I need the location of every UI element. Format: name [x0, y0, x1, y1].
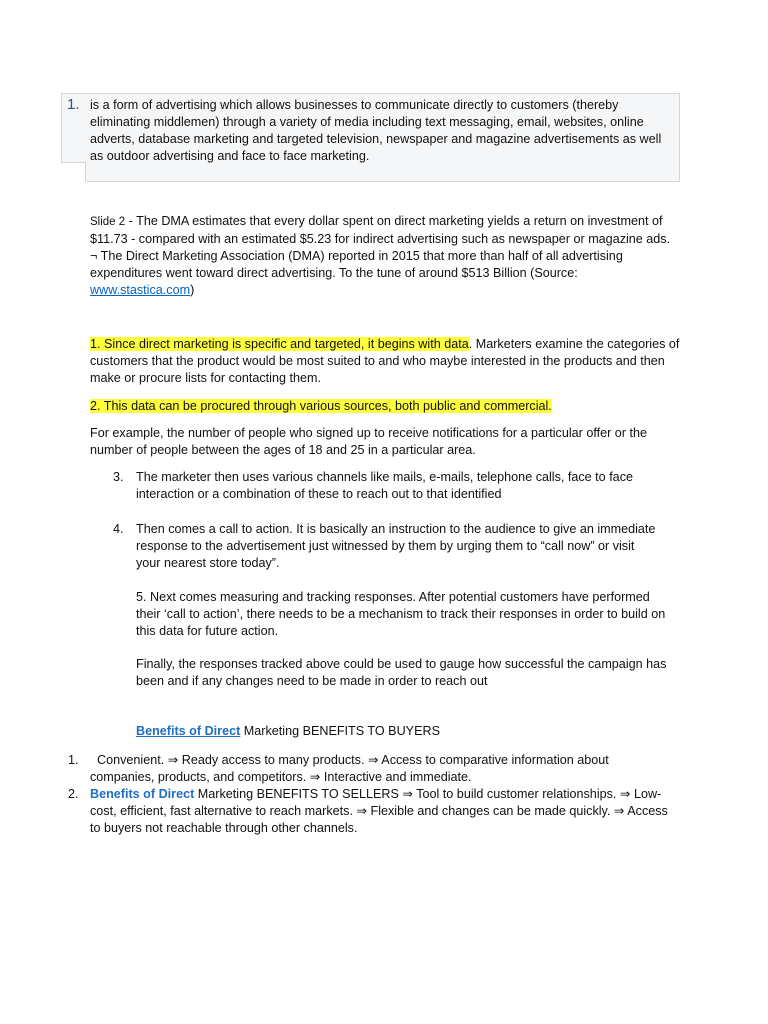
- item-1-text: is a form of advertising which allows businesses to communicate directly to customers (thereby eliminating middlemen) through a variety of media including text messaging, email, websites, online adverts, database marketing and targeted television, newspaper and magazine advertisements as well as outdoor advertising and face to face marketing.: [90, 98, 662, 163]
- finally-paragraph: Finally, the responses tracked above could be used to gauge how successful the campaign has been and if any changes need to be made in order to reach out: [136, 657, 667, 688]
- step-5-paragraph: 5. Next comes measuring and tracking responses. After potential customers have performed their ‘call to action’, there needs to be a mechanism to track their responses in order to build on this data for future action.: [136, 590, 666, 638]
- benefit-2-text: Marketing BENEFITS TO SELLERS ⇒ Tool to build customer relationships. ⇒ Low-cost, efficient, fast alternative to reach markets. ⇒ Flexible and changes can be made quickly. ⇒ Access to buyers not reachable through other channels.: [90, 787, 668, 835]
- slide-2-close: ): [190, 283, 195, 297]
- benefit-2-bold: Benefits of Direct: [90, 787, 195, 801]
- step-1-highlight: 1. Since direct marketing is specific and targeted, it begins with data: [90, 337, 469, 351]
- step-2-highlight: 2. This data can be procured through various sources, both public and commercial.: [90, 399, 552, 413]
- benefit-1-number: 1.: [68, 753, 79, 767]
- benefit-2-paragraph: [90, 786, 670, 837]
- source-link[interactable]: www.stastica.com: [90, 283, 191, 297]
- item-1-number: 1.: [67, 96, 80, 113]
- benefits-heading-text: Marketing BENEFITS TO BUYERS: [240, 724, 440, 738]
- step-1-paragraph: [90, 336, 680, 387]
- step-2-paragraph: [90, 398, 690, 415]
- benefit-2-number: 2.: [68, 787, 79, 801]
- example-paragraph: For example, the number of people who signed up to receive notifications for a particular offer or the number of people between the ages of 18 and 25 in a particular area.: [90, 426, 648, 457]
- step-1-text: . Marketers examine the categories of customers that the product would be most suited to and who maybe interested in the products and then make or procure lists for contacting them.: [90, 337, 680, 385]
- benefits-link[interactable]: Benefits of Direct: [136, 724, 241, 738]
- step-4-number: 4.: [113, 522, 124, 536]
- slide-2-paragraph: [90, 213, 680, 299]
- benefit-1-text: Convenient. ⇒ Ready access to many products. ⇒ Access to comparative information about companies, products, and competitors. ⇒ Interactive and immediate.: [90, 753, 613, 784]
- step-3-number: 3.: [113, 470, 124, 484]
- slide-2-label: Slide 2: [90, 216, 126, 228]
- slide-2-text: - The DMA estimates that every dollar spent on direct marketing yields a return on investment of $11.73 - compared with an estimated $5.23 for indirect advertising such as newspaper or magazine ads. ¬ The Direct Marketing Association (DMA) reported in 2015 that more than half of all advertising expenditures went toward direct advertising. To the tune of around $513 Billion (Source:: [90, 214, 671, 280]
- step-4-text: Then comes a call to action. It is basically an instruction to the audience to give an immediate response to the advertisement just witnessed by them by urging them to “call now” or visit your nearest store today”.: [136, 522, 656, 570]
- step-3-text: The marketer then uses various channels like mails, e-mails, telephone calls, face to face interaction or a combination of these to reach out to that identified: [136, 470, 633, 501]
- benefits-heading: [136, 723, 440, 740]
